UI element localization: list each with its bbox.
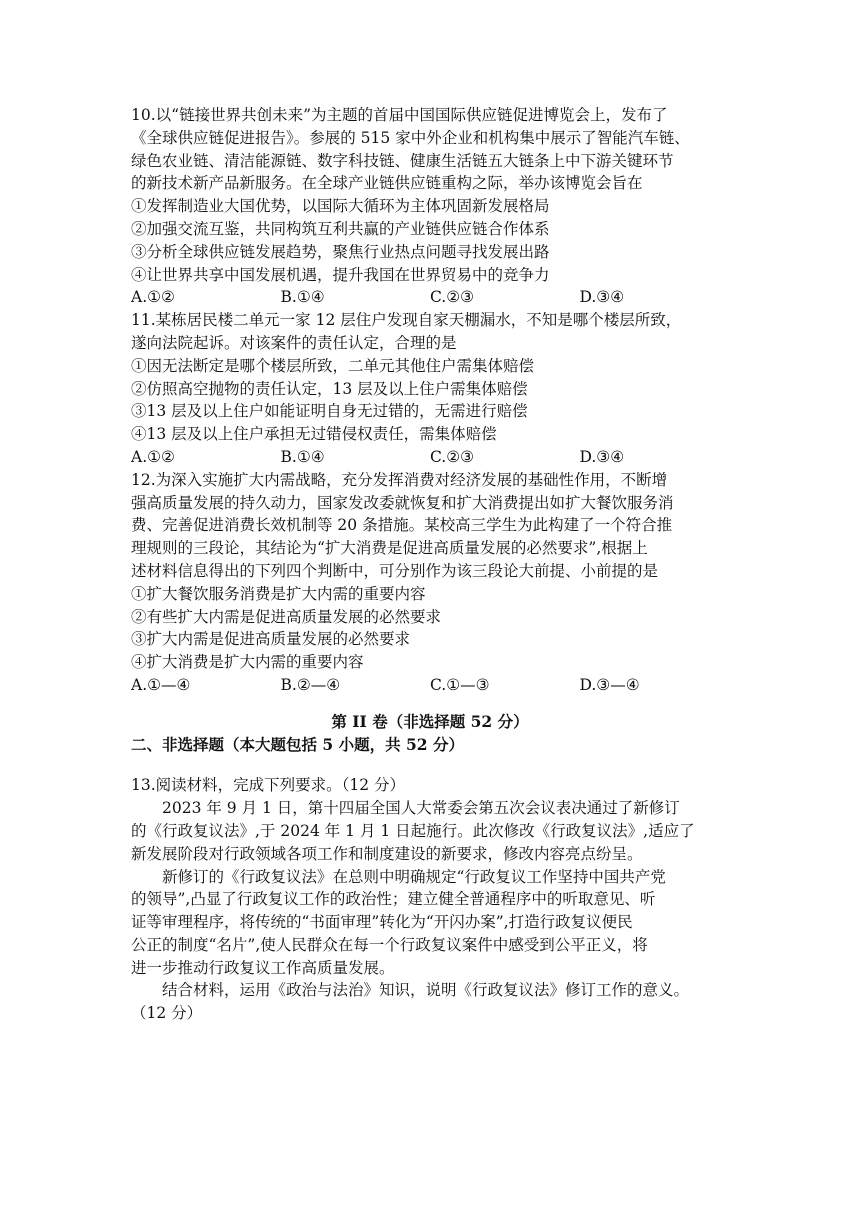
question-11-item: ④13 层及以上住户承担无过错侵权责任，需集体赔偿 bbox=[131, 425, 497, 444]
question-13 bbox=[131, 774, 729, 1025]
material-paragraph-line: 新修订的《行政复议法》在总则中明确规定“行政复议工作坚持中国共产党 bbox=[162, 867, 666, 886]
question-12-item: ②有些扩大内需是促进高质量发展的必然要求 bbox=[131, 607, 442, 626]
question-12-stem-line: 强高质量发展的持久动力，国家发改委就恢复和扩大消费提出如扩大餐饮服务消 bbox=[131, 493, 674, 512]
question-10 bbox=[131, 104, 729, 309]
option-b: B.②—④ bbox=[280, 675, 341, 694]
question-12 bbox=[131, 469, 729, 697]
question-13-heading: 13.阅读材料，完成下列要求。（12 分） bbox=[131, 776, 406, 795]
exam-page bbox=[131, 104, 729, 1025]
material-paragraph-line: 2023 年 9 月 1 日，第十四届全国人大常委会第五次会议表决通过了新修订 bbox=[162, 799, 680, 818]
question-10-stem-line: 绿色农业链、清洁能源链、数字科技链、健康生活链五大链条上中下游关键环节 bbox=[131, 151, 674, 170]
question-10-item: ③分析全球供应链发展趋势，聚焦行业热点问题寻找发展出路 bbox=[131, 242, 550, 261]
option-c: C.②③ bbox=[430, 447, 475, 466]
question-10-item: ①发挥制造业大国优势，以国际大循环为主体巩固新发展格局 bbox=[131, 197, 550, 216]
question-11 bbox=[131, 309, 729, 469]
material-paragraph-line: 公正的制度“名片”,使人民群众在每一个行政复议案件中感受到公平正义，将 bbox=[131, 935, 648, 954]
option-a: A.①② bbox=[131, 447, 175, 466]
question-11-item: ①因无法断定是哪个楼层所致，二单元其他住户需集体赔偿 bbox=[131, 356, 535, 375]
option-c: C.①—③ bbox=[430, 675, 490, 694]
question-12-item: ①扩大餐饮服务消费是扩大内需的重要内容 bbox=[131, 584, 426, 603]
question-11-options bbox=[131, 446, 729, 469]
question-11-stem-line: 11.某栋居民楼二单元一家 12 层住户发现自家天棚漏水，不知是哪个楼层所致， bbox=[131, 311, 682, 330]
question-12-stem-line: 理规则的三段论，其结论为“扩大消费是促进高质量发展的必然要求”,根据上 bbox=[131, 539, 648, 558]
part-title: 二、非选择题（本大题包括 5 小题，共 52 分） bbox=[131, 734, 464, 754]
option-a: A.①—④ bbox=[131, 675, 191, 694]
question-10-item: ②加强交流互鉴，共同构筑互利共赢的产业链供应链合作体系 bbox=[131, 219, 550, 238]
question-10-item: ④让世界共享中国发展机遇，提升我国在世界贸易中的竞争力 bbox=[131, 265, 550, 284]
question-12-item: ④扩大消费是扩大内需的重要内容 bbox=[131, 653, 364, 672]
question-12-item: ③扩大内需是促进高质量发展的必然要求 bbox=[131, 630, 411, 649]
option-d: D.③④ bbox=[579, 288, 625, 307]
question-12-stem-line: 费、完善促进消费长效机制等 20 条措施。某校高三学生为此构建了一个符合推 bbox=[131, 516, 673, 535]
question-11-stem-line: 遂向法院起诉。对该案件的责任认定，合理的是 bbox=[131, 333, 457, 352]
section-title: 第 II 卷（非选择题 52 分） bbox=[331, 711, 529, 731]
spacer bbox=[131, 756, 729, 774]
option-b: B.①④ bbox=[280, 447, 325, 466]
option-d: D.③④ bbox=[579, 447, 625, 466]
question-11-item: ③13 层及以上住户如能证明自身无过错的，无需进行赔偿 bbox=[131, 402, 528, 421]
option-d: D.③—④ bbox=[579, 675, 640, 694]
material-paragraph-line: 的《行政复议法》,于 2024 年 1 月 1 日起施行。此次修改《行政复议法》,适应了 bbox=[131, 821, 695, 840]
material-paragraph-line: 的领导”,凸显了行政复议工作的政治性；建立健全普通程序中的听取意见、听 bbox=[131, 890, 656, 909]
question-10-stem-line: 《全球供应链促进报告》。参展的 515 家中外企业和机构集中展示了智能汽车链、 bbox=[131, 128, 690, 147]
material-paragraph-line: 证等审理程序，将传统的“书面审理”转化为“开闪办案”,打造行政复议便民 bbox=[131, 913, 633, 932]
material-paragraph-line: 新发展阶段对行政领域各项工作和制度建设的新要求，修改内容亮点纷呈。 bbox=[131, 844, 643, 863]
question-12-stem-line: 述材料信息得出的下列四个判断中，可分别作为该三段论大前提、小前提的是 bbox=[131, 561, 659, 580]
question-13-requirement: （12 分） bbox=[131, 1004, 203, 1023]
material-paragraph-line: 进一步推动行政复议工作高质量发展。 bbox=[131, 958, 395, 977]
question-10-options bbox=[131, 286, 729, 309]
option-b: B.①④ bbox=[280, 288, 325, 307]
option-a: A.①② bbox=[131, 288, 175, 307]
question-10-stem-line: 的新技术新产品新服务。在全球产业链供应链重构之际，举办该博览会旨在 bbox=[131, 174, 643, 193]
question-12-stem-line: 12.为深入实施扩大内需战略，充分发挥消费对经济发展的基础性作用，不断增 bbox=[131, 470, 668, 489]
question-13-requirement: 结合材料，运用《政治与法治》知识，说明《行政复议法》修订工作的意义。 bbox=[162, 981, 690, 1000]
option-c: C.②③ bbox=[430, 288, 475, 307]
question-11-item: ②仿照高空抛物的责任认定，13 层及以上住户需集体赔偿 bbox=[131, 379, 528, 398]
question-12-options bbox=[131, 674, 729, 697]
question-10-stem-line: 10.以“链接世界共创未来”为主题的首届中国国际供应链促进博览会上，发布了 bbox=[131, 106, 668, 124]
